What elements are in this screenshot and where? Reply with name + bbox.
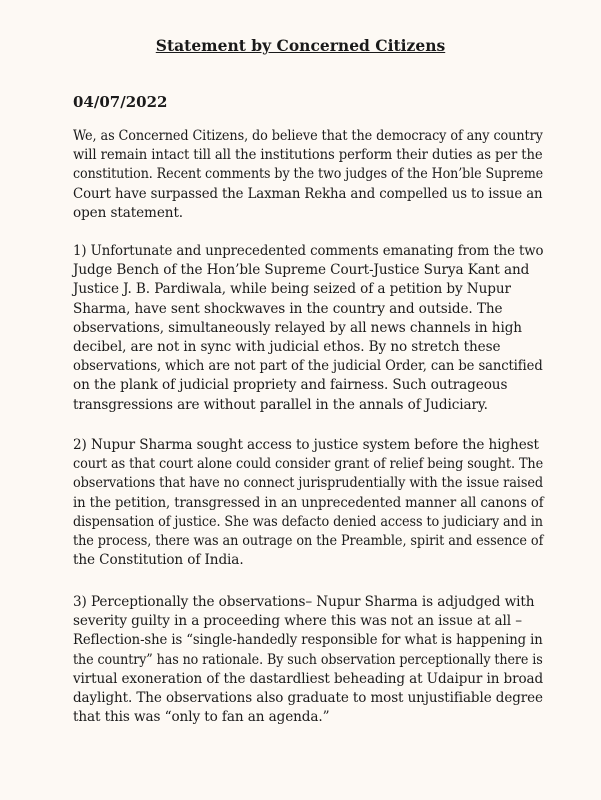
paragraph-line: decibel, are not in sync with judicial ethos. By no stretch these [73,339,501,356]
paragraph-point-1 [73,242,543,415]
paragraph-line: virtual exoneration of the dastardliest beheading at Udaipur in broad [73,670,544,687]
paragraph-line: 1) Unfortunate and unprecedented comments emanating from the two [73,243,544,259]
paragraph-line: the Constitution of India. [73,552,244,569]
paragraph-point-3 [73,593,543,727]
paragraph-line: constitution. Recent comments by the two judges of the Hon’ble Supreme [73,166,544,183]
paragraph-line: observations that have no connect jurisprudentially with the issue raised [73,475,544,492]
paragraph-line: severity guilty in a proceeding where this was not an issue at all – [73,613,522,630]
paragraph-line: Judge Bench of the Hon’ble Supreme Court-Justice Surya Kant and [73,262,530,279]
paragraph-line: court as that court alone could consider grant of relief being sought. The [73,456,544,473]
document-date: 04/07/2022 [73,93,168,111]
paragraph-line: observations, simultaneously relayed by all news channels in high [73,319,522,336]
paragraph-line: Justice J. B. Pardiwala, while being seized of a petition by Nupur [73,281,511,298]
paragraph-line: daylight. The observations also graduate to most unjustifiable degree [73,690,543,707]
paragraph-line: dispensation of justice. She was defacto denied access to judiciary and in [73,513,543,530]
paragraph-line: that this was “only to fan an agenda.” [73,709,330,726]
paragraph-line: 3) Perceptionally the observations– Nupur Sharma is adjudged with [73,594,535,610]
paragraph-line: will remain intact till all the institutions perform their duties as per the [73,147,543,164]
paragraph-line: Sharma, have sent shockwaves in the country and outside. The [73,300,503,317]
paragraph-line: open statement. [73,204,184,221]
paragraph-line: in the petition, transgressed in an unprecedented manner all canons of [73,494,544,511]
paragraph-line: the country” has no rationale. By such observation perceptionally there is [73,651,543,668]
paragraph-line: Court have surpassed the Laxman Rekha and compelled us to issue an [73,185,543,202]
paragraph-line: 2) Nupur Sharma sought access to justice system before the highest [73,437,539,453]
paragraph-line: transgressions are without parallel in the annals of Judiciary. [73,396,488,413]
paragraph-point-2 [73,436,543,570]
paragraph-line: observations, which are not part of the judicial Order, can be sanctified [73,358,543,375]
paragraph-line: We, as Concerned Citizens, do believe that the democracy of any country [73,128,543,144]
paragraph-line: on the plank of judicial propriety and fairness. Such outrageous [73,377,508,394]
paragraph-line: the process, there was an outrage on the Preamble, spirit and essence of [73,533,544,550]
paragraph-line: Reflection-she is “single-handedly responsible for what is happening in [73,632,543,649]
document-title: Statement by Concerned Citizens [155,36,446,55]
paragraph-intro [73,127,543,223]
